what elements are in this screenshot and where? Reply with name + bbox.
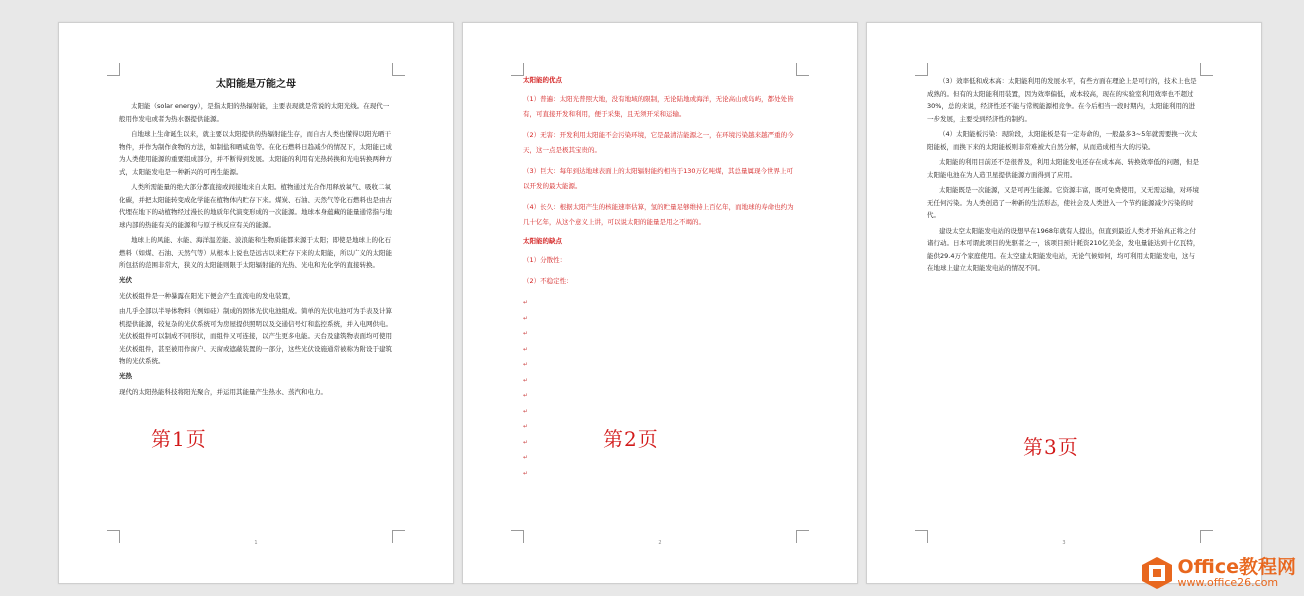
page-3-content [927, 75, 1201, 278]
page-label-2: 第2页 [603, 427, 659, 451]
crop-mark [392, 63, 405, 76]
list-item: （3）巨大：每年到达地球表面上的太阳辐射能约相当于130万亿吨煤，其总量属现今世界上可以开发的最大能源。 [523, 167, 794, 190]
paragraph: 建设太空太阳能发电站的设想早在1968年就有人提出，但直到最近人类才开始真正将之付诸行动。日本可谓此项目的先驱者之一，该项目预计耗资210亿美金，发电量能达到十亿瓦特，能供29.4万个家庭使用。在太空建太阳能发电站，无论气候如何，均可利用太阳能发电，这与在地球上建立太阳能发电站的情况不同。 [927, 226, 1200, 272]
paragraph-mark: ↵ [523, 454, 529, 461]
paragraph-mark: ↵ [523, 314, 529, 322]
paragraph: 由几乎全部以半导体物料（例如硅）制成的固体光伏电池组成。简单的光伏电池可为手表及计算机提供能源，较复杂的光伏系统可为房屋提供照明以及交通信号灯和监控系统，并入电网供电。光伏板组件可以制成不同形状，而组件又可连接，以产生更多电能。天台及建筑物表面均可使用光伏板组件，甚至被用作窗户、天窗或遮蔽装置的一部分，这些光伏设施通常被称为附设于建筑物的光伏系统。 [119, 307, 392, 365]
paragraph-mark: ↵ [523, 438, 529, 446]
page-number: 3 [1062, 540, 1066, 546]
paragraph-mark: ↵ [523, 330, 529, 337]
section-heading-pv: 光伏 [119, 275, 132, 284]
paragraph: 地球上的风能、水能、海洋温差能、波浪能和生物质能都来源于太阳；即使是地球上的化石燃料（如煤、石油、天然气等）从根本上说也是远古以来贮存下来的太阳能，所以广义的太阳能所包括的范围非常大，狭义的太阳能则限于太阳辐射能的光热、光电和光化学的直接转换。 [119, 236, 392, 269]
document-page-3 [866, 22, 1262, 584]
logo-url: www.office26.com [1177, 576, 1279, 589]
list-item: （1）分散性： [523, 256, 567, 264]
paragraph-mark: ↵ [523, 423, 529, 430]
paragraph: 太阳能（solar energy），是指太阳的热辐射能，主要表现就是常说的太阳光线。在现代一般用作发电或者为热水器提供能源。 [119, 102, 390, 123]
paragraph: （4）太阳能板污染：现阶段，太阳能板是有一定寿命的，一般最多3~5年就需要换一次太阳能板，而换下来的太阳能板则非常难被大自然分解，从而造成相当大的污染。 [927, 130, 1198, 151]
paragraph-mark: ↵ [523, 407, 529, 415]
paragraph: 太阳能的利用目前还不是很普及，利用太阳能发电还存在成本高、转换效率低的问题，但是太阳能电池在为人造卫星提供能源方面得到了应用。 [927, 158, 1199, 179]
paragraph: （3）效率低和成本高：太阳能利用的发展水平，有些方面在理论上是可行的，技术上也是成熟的。但有的太阳能利用装置，因为效率偏低，成本较高，现在的实验室利用效率也不超过30%，总的来说，经济性还不能与常规能源相竞争。在今后相当一段时期内，太阳能利用的进一步发展，主要受到经济性的制约。 [927, 77, 1197, 123]
section-heading-pros: 太阳能的优点 [523, 76, 562, 84]
paragraph-mark: ↵ [523, 361, 529, 368]
paragraph: 自地球上生命诞生以来，就主要以太阳提供的热辐射能生存，而自古人类也懂得以阳光晒干物件，并作为制作食物的方法，如制盐和晒咸鱼等。在化石燃料日趋减少的情况下，太阳能已成为人类使用能源的重要组成部分，并不断得到发展。太阳能的利用有光热转换和光电转换两种方式，太阳能发电是一种新兴的可再生能源。 [119, 130, 392, 176]
paragraph: 现代的太阳热能科技将阳光聚合，并运用其能量产生热水、蒸汽和电力。 [119, 387, 327, 396]
list-item: （2）无害：开发利用太阳能不会污染环境，它是最清洁能源之一，在环境污染越来越严重的今天，这一点是极其宝贵的。 [523, 131, 794, 154]
page-number: 2 [658, 540, 662, 546]
page-label-1: 第1页 [151, 427, 207, 451]
section-heading-heat: 光热 [119, 371, 132, 380]
crop-mark [1200, 63, 1213, 76]
document-title: 太阳能是万能之母 [216, 79, 296, 90]
paragraph-mark: ↵ [523, 299, 529, 306]
section-heading-cons: 太阳能的缺点 [523, 237, 562, 245]
office-logo [1140, 556, 1297, 590]
list-item: （4）长久：根据太阳产生的核能速率估算，氢的贮量足够维持上百亿年，而地球的寿命也约为几十亿年，从这个意义上讲，可以说太阳的能量是用之不竭的。 [523, 203, 794, 226]
crop-mark [796, 63, 809, 76]
empty-paragraph-marks [523, 295, 797, 481]
page-1-content [119, 75, 393, 401]
paragraph-mark: ↵ [523, 469, 529, 477]
document-page-2 [462, 22, 858, 584]
paragraph-mark: ↵ [523, 345, 529, 353]
office-logo-icon [1140, 556, 1174, 590]
list-item: （2）不稳定性： [523, 277, 573, 285]
page-label-3: 第3页 [1023, 435, 1079, 459]
paragraph: 太阳能既是一次能源，又是可再生能源。它资源丰富，既可免费使用，又无需运输，对环境无任何污染。为人类创造了一种新的生活形态，使社会及人类进入一个节约能源减少污染的时代。 [927, 186, 1199, 219]
paragraph-mark: ↵ [523, 392, 529, 399]
page-number: 1 [254, 540, 258, 546]
logo-title: Office教程网 [1177, 556, 1296, 578]
paragraph: 光伏板组件是一种暴露在阳光下便会产生直流电的发电装置， [119, 291, 295, 300]
list-item: （1）普遍：太阳光普照大地，没有地域的限制，无论陆地或海洋，无论高山或岛屿，都处处皆有，可直接开发和利用，便于采集，且无须开采和运输。 [523, 95, 794, 118]
page-2-content [523, 75, 797, 481]
paragraph: 人类所需能量的绝大部分都直接或间接地来自太阳。植物通过光合作用释放氧气、吸收二氧化碳，并把太阳能转变成化学能在植物体内贮存下来。煤炭、石油、天然气等化石燃料也是由古代埋在地下的动植物经过漫长的地质年代演变形成的一次能源。地球本身蕴藏的能量通常指与地球内部的热能有关的能源和与原子核反应有关的能源。 [119, 183, 392, 229]
paragraph-mark: ↵ [523, 376, 529, 384]
document-page-1 [58, 22, 454, 584]
